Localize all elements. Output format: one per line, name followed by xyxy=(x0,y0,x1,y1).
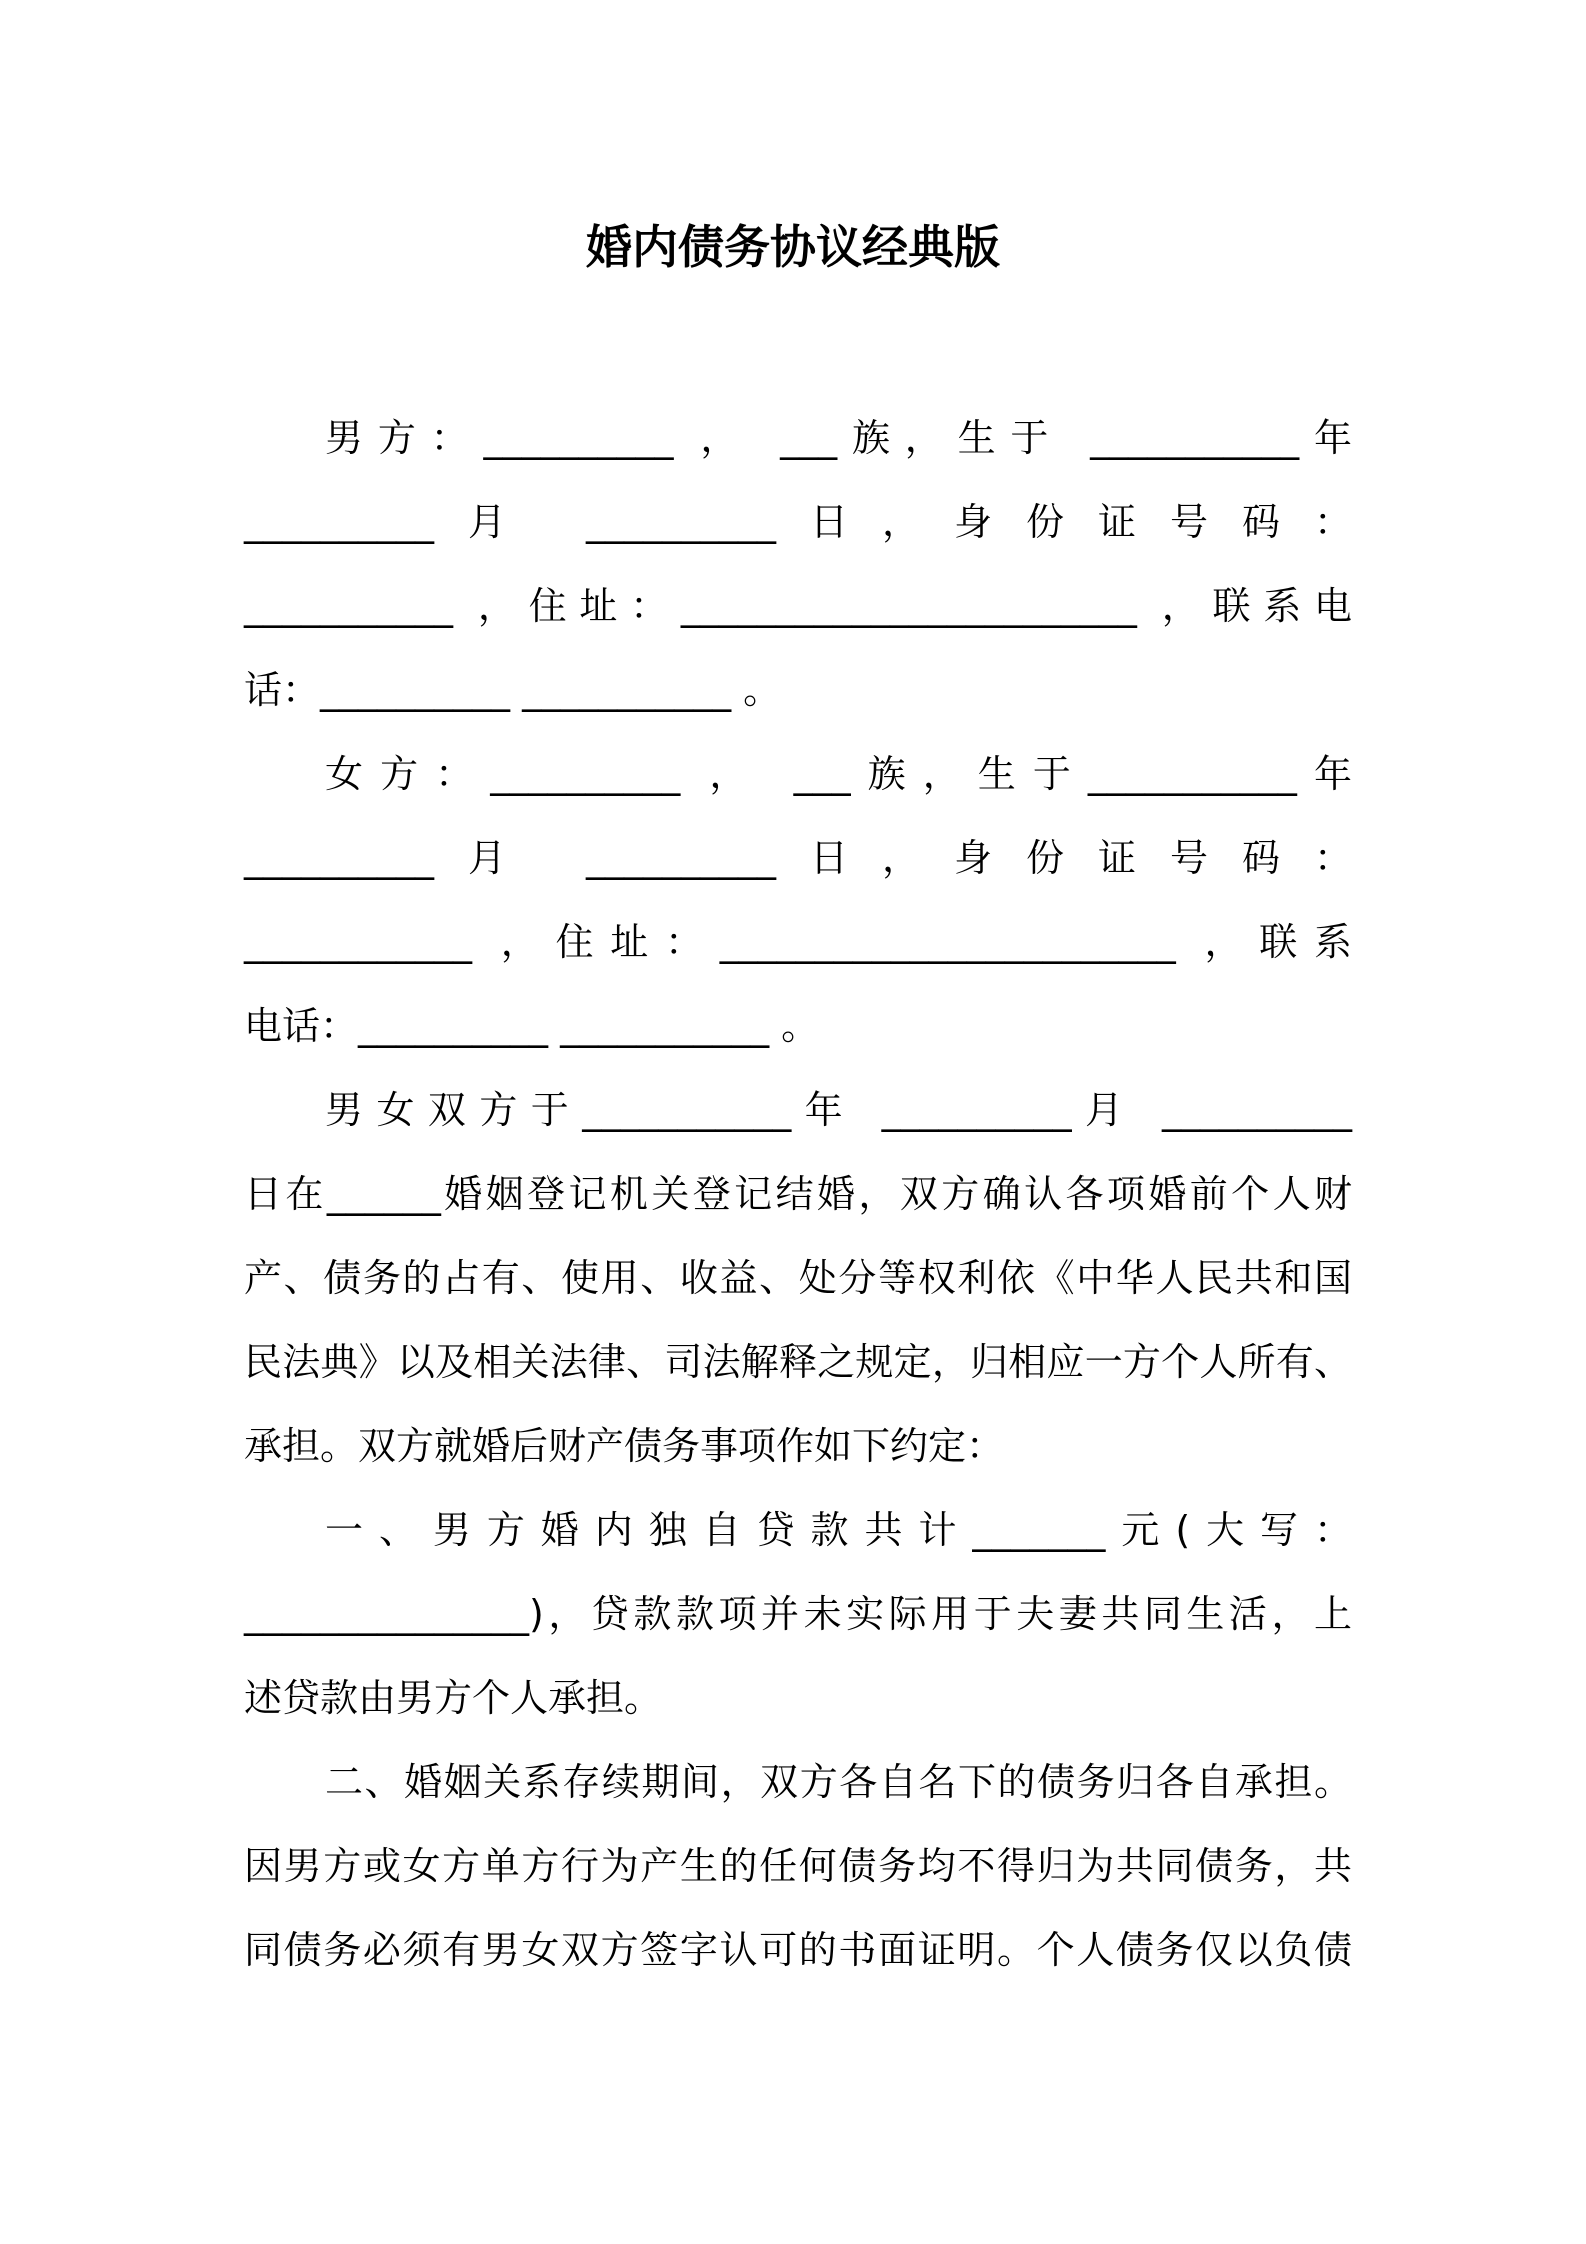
body-line: __________月 __________日，身份证号码： xyxy=(244,500,1352,544)
body-line: _______________)，贷款款项并未实际用于夫妻共同生活，上 xyxy=(244,1592,1352,1636)
body-line: 日在______婚姻登记机关登记结婚，双方确认各项婚前个人财 xyxy=(244,1172,1352,1216)
body-line: 二、婚姻关系存续期间，双方各自名下的债务归各自承担。 xyxy=(325,1760,1352,1804)
body-line: 男女双方于___________年 __________月 __________ xyxy=(325,1088,1352,1132)
body-line: __________月 __________日，身份证号码： xyxy=(244,836,1352,880)
body-line: 述贷款由男方个人承担。 xyxy=(244,1676,663,1720)
document-title: 婚内债务协议经典版 xyxy=(586,220,1000,274)
body-line: 女方：__________ ， ___族，生于___________年 xyxy=(325,752,1352,796)
body-line: 因男方或女方单方行为产生的任何债务均不得归为共同债务，共 xyxy=(244,1844,1352,1888)
body-line: 承担。双方就婚后财产债务事项作如下约定： xyxy=(244,1424,1005,1468)
body-line: 一、男方婚内独自贷款共计_______元(大写： xyxy=(325,1508,1352,1552)
body-line: 同债务必须有男女双方签字认可的书面证明。个人债务仅以负债 xyxy=(244,1928,1352,1972)
body-line: 男方：__________ ， ___族，生于 ___________年 xyxy=(325,416,1352,460)
body-line: 民法典》以及相关法律、司法解释之规定，归相应一方个人所有、 xyxy=(244,1340,1352,1384)
body-line: ___________ ，住址：________________________ ，联系电 xyxy=(244,584,1352,628)
body-line: 话：__________ ___________ 。 xyxy=(244,668,782,712)
body-line: 电话：__________ ___________ 。 xyxy=(244,1004,820,1048)
body-line: ____________ ，住址：________________________ ，联系 xyxy=(244,920,1352,964)
body-line: 产、债务的占有、使用、收益、处分等权利依《中华人民共和国 xyxy=(244,1256,1352,1300)
